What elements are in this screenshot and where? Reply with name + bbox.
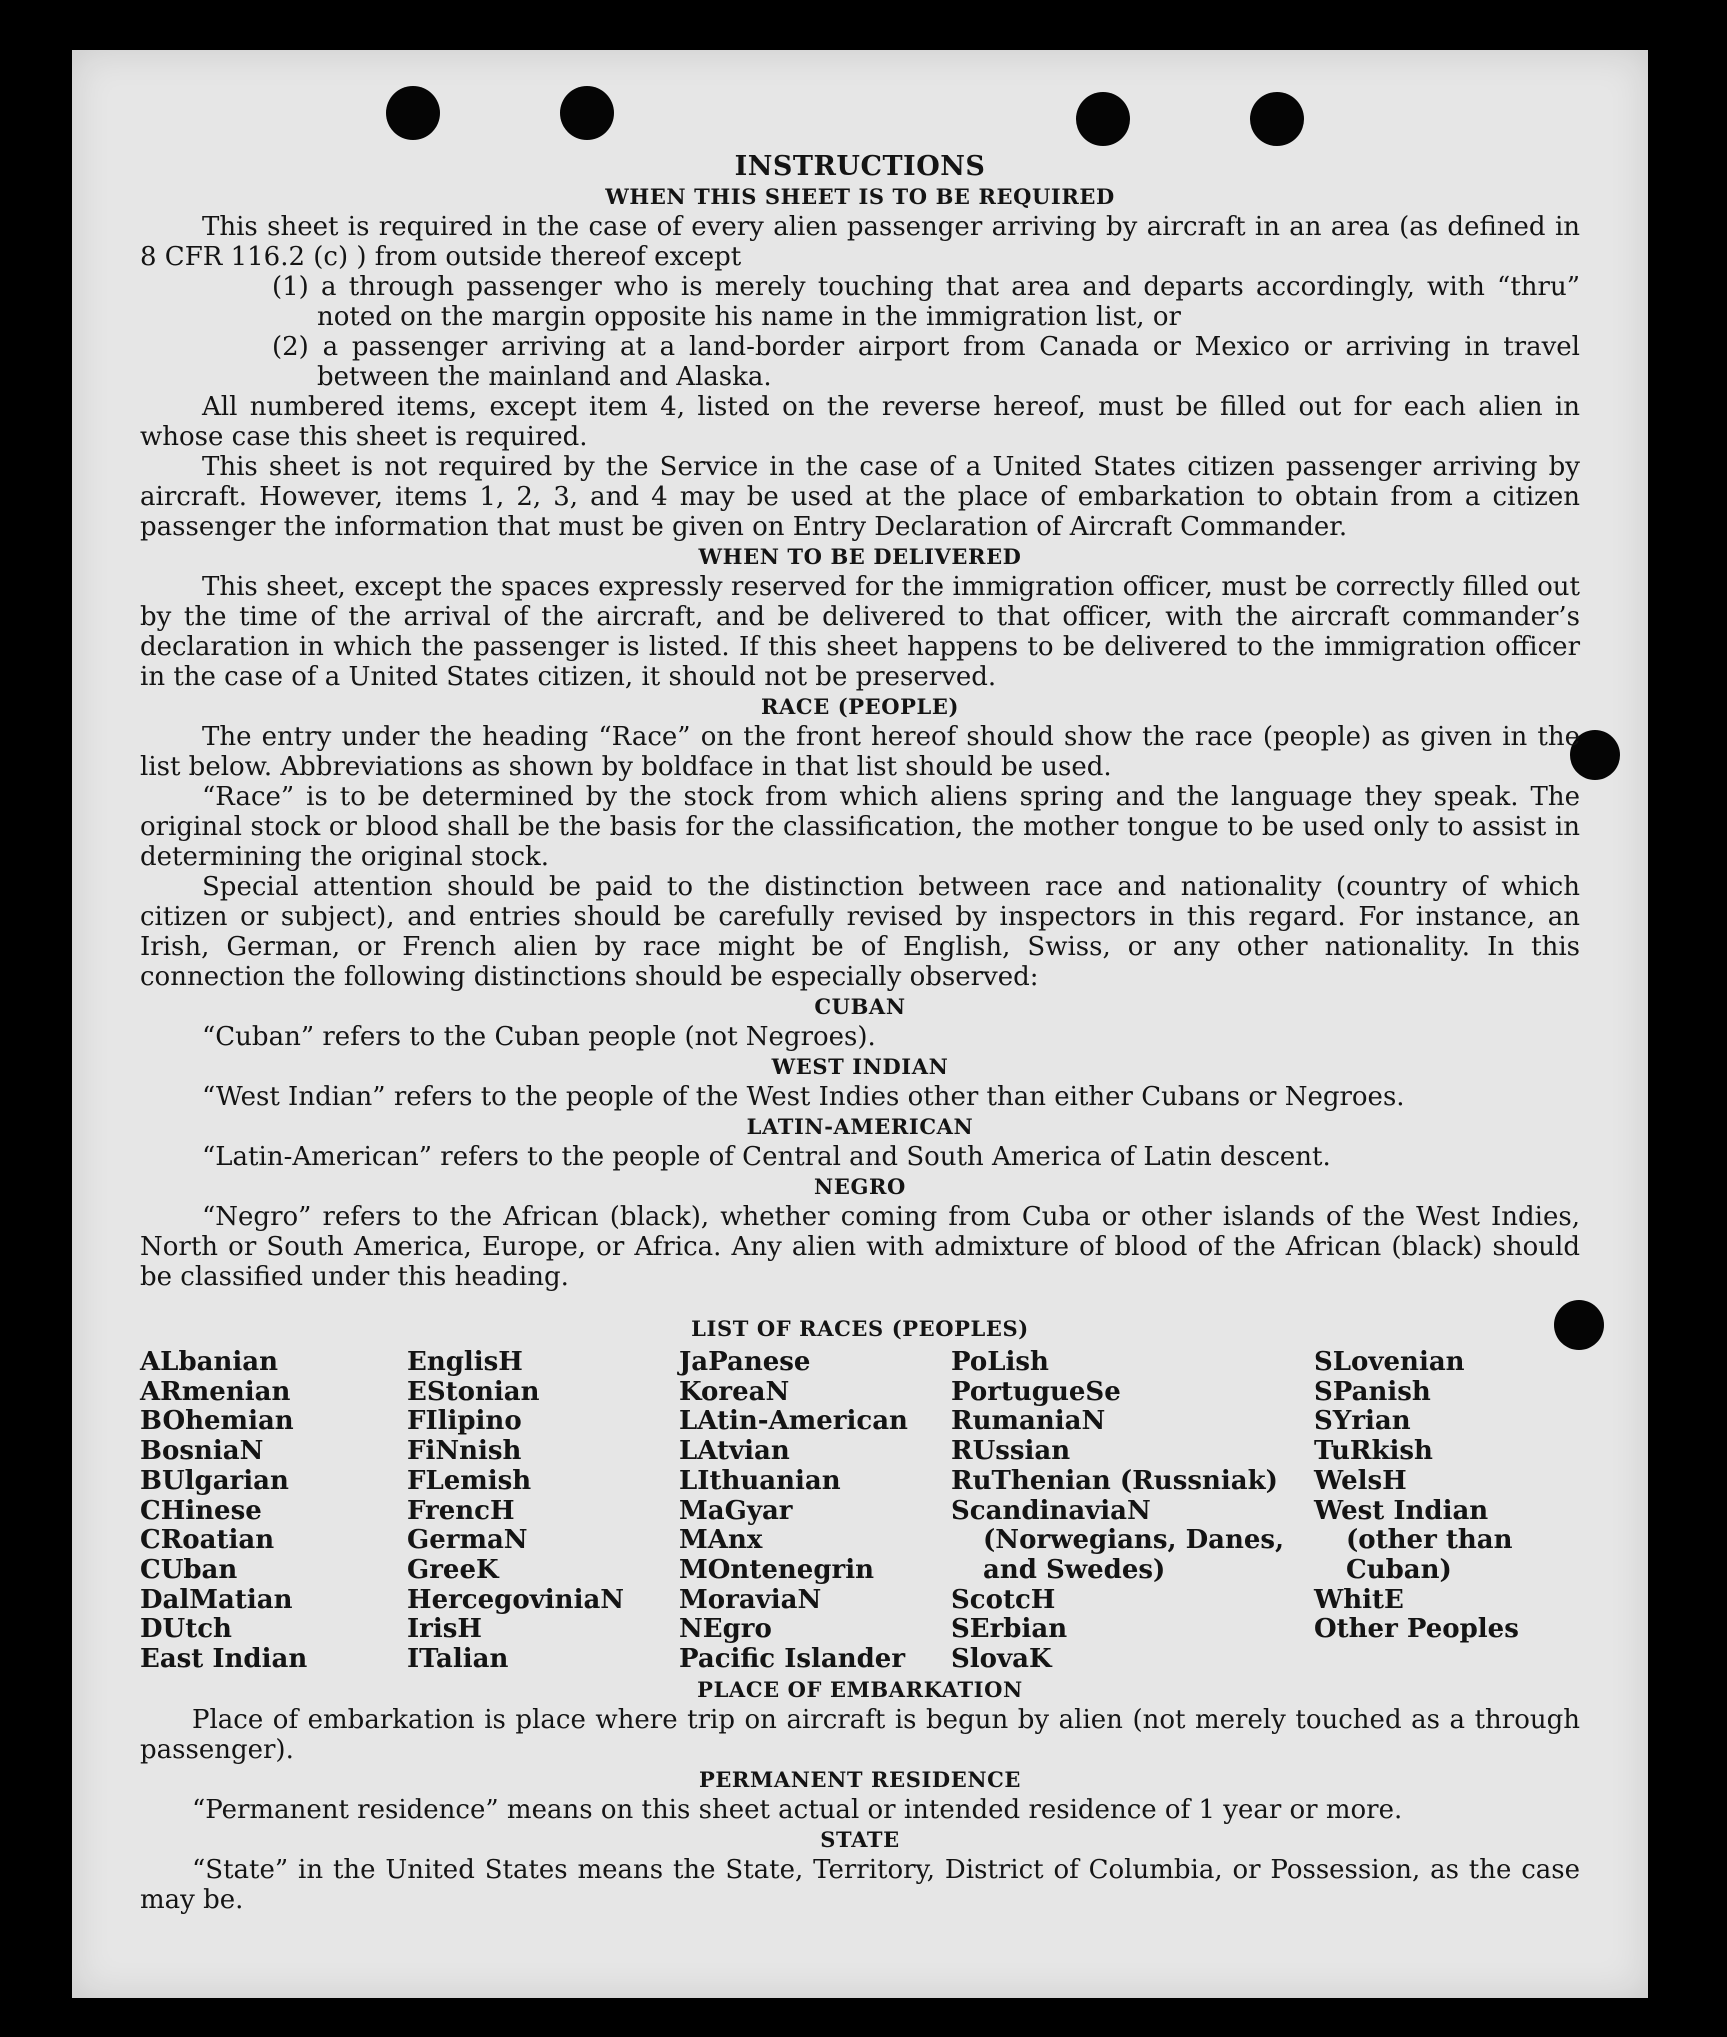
paragraph: This sheet, except the spaces expressly reserved for the immigration officer, must be correctly filled out by the time of the arrival of the aircraft, and be delivered to that officer, with the aircraft commander’s declaration in which the passenger is listed. If this sheet happens to be delivered to the immigration officer in the case of a United States citizen, it should not be preserved. — [140, 572, 1580, 692]
race-entry: CUban — [140, 1554, 238, 1585]
document-sheet — [72, 50, 1648, 1998]
race-entry: SLovenian — [1314, 1347, 1465, 1377]
definition-heading: WEST INDIAN — [771, 1054, 949, 1079]
race-entry: WelsH — [1314, 1465, 1407, 1496]
race-entry: PoLish — [951, 1347, 1049, 1377]
paragraph: “Permanent residence” means on this sheet actual or intended residence of 1 year or more. — [192, 1794, 1403, 1825]
race-entry: SPanish — [1314, 1376, 1431, 1407]
race-entry: MOntenegrin — [679, 1554, 874, 1585]
race-entry: HercegoviniaN — [407, 1584, 625, 1615]
race-entry: PortugueSe — [951, 1376, 1121, 1407]
race-entry: TuRkish — [1314, 1436, 1433, 1467]
race-entry: RumaniaN — [951, 1406, 1106, 1437]
race-entry: MAnx — [679, 1525, 763, 1556]
race-entry: FiNnish — [407, 1436, 522, 1467]
race-entry: FrencH — [407, 1495, 515, 1526]
section-heading-residence: PERMANENT RESIDENCE — [698, 1766, 1022, 1792]
race-entry: KoreaN — [679, 1376, 790, 1407]
race-entry: CRoatian — [140, 1525, 275, 1556]
definition-heading: CUBAN — [814, 994, 906, 1019]
race-entry: SlovaK — [951, 1644, 1052, 1675]
definition-text: “Cuban” refers to the Cuban people (not Negroes). — [202, 1022, 876, 1052]
paragraph: All numbered items, except item 4, listed on the reverse hereof, must be filled out for each alien in whose case this sheet is required. — [140, 392, 1580, 452]
paragraph: Place of embarkation is place where trip on aircraft is begun by alien (not merely touched as a through passenger). — [140, 1704, 1580, 1765]
race-entry: SYrian — [1314, 1406, 1411, 1437]
race-entry: NEgro — [679, 1614, 772, 1645]
race-entry: ScotcH — [951, 1584, 1056, 1615]
race-entry: Other Peoples — [1314, 1614, 1519, 1645]
races-column — [951, 1348, 1314, 1675]
section-heading-race: RACE (PEOPLE) — [760, 694, 960, 719]
races-list — [140, 1348, 1580, 1675]
race-entry: GreeK — [407, 1554, 499, 1585]
race-entry: MoraviaN — [679, 1584, 822, 1615]
race-entry: DalMatian — [140, 1584, 293, 1615]
race-entry: BosniaN — [140, 1436, 264, 1467]
section-heading-required: WHEN THIS SHEET IS TO BE REQUIRED — [605, 184, 1115, 209]
races-column — [679, 1348, 951, 1675]
definition-heading: LATIN-AMERICAN — [746, 1114, 974, 1139]
race-entry: BOhemian — [140, 1406, 294, 1437]
race-entry: RUssian — [951, 1436, 1071, 1467]
race-entry: RuThenian (Russniak) — [951, 1465, 1278, 1496]
list-item: (2) a passenger arriving at a land-border airport from Canada or Mexico or arriving in travel between the mainland and Alaska. — [272, 332, 1580, 392]
race-entry: JaPanese — [679, 1347, 811, 1377]
paragraph: The entry under the heading “Race” on the front hereof should show the race (people) as given in the list below. Abbreviations as shown by boldface in that list should be used. — [140, 722, 1580, 782]
race-entry: MaGyar — [679, 1495, 793, 1526]
race-entry: LAtin-American — [679, 1406, 908, 1437]
race-entry: LIthuanian — [679, 1465, 841, 1496]
race-entry: BUlgarian — [140, 1465, 289, 1496]
race-entry: ITalian — [407, 1644, 509, 1675]
race-entry: ALbanian — [140, 1347, 279, 1377]
paragraph: “Race” is to be determined by the stock from which aliens spring and the language they speak. The original stock or blood shall be the basis for the classification, the mother tongue to be used only to assist in determining the original stock. — [140, 782, 1580, 872]
race-entry: EnglisH — [407, 1347, 523, 1377]
race-entry: ScandinaviaN (Norwegians, Danes, and Swedes) — [951, 1495, 1285, 1585]
page-title: INSTRUCTIONS — [734, 151, 986, 182]
paragraph: This sheet is not required by the Service in the case of a United States citizen passenger arriving by aircraft. However, items 1, 2, 3, and 4 may be used at the place of embarkation to obtain from a citizen passenger the information that must be given on Entry Declaration of Aircraft Commander. — [140, 452, 1580, 542]
definition-text: “Negro” refers to the African (black), whether coming from Cuba or other islands of the West Indies, North or South America, Europe, or Africa. Any alien with admixture of blood of the African (black) should be classified under this heading. — [140, 1202, 1580, 1292]
races-column — [140, 1348, 407, 1675]
races-column — [1314, 1348, 1580, 1675]
race-entry: GermaN — [407, 1525, 528, 1556]
race-entry: FIlipino — [407, 1406, 522, 1437]
definition-text: “West Indian” refers to the people of the West Indies other than either Cubans or Negroes. — [202, 1082, 1405, 1112]
instructions-content — [140, 102, 1580, 1915]
section-heading-state: STATE — [820, 1826, 900, 1852]
race-entry: East Indian — [140, 1644, 308, 1675]
paragraph: Special attention should be paid to the distinction between race and nationality (country of which citizen or subject), and entries should be carefully revised by inspectors in this regard. For instance, an Irish, German, or French alien by race might be of English, Swiss, or any other nationality. In this connection the following distinctions should be especially observed: — [140, 872, 1580, 992]
list-item: (1) a through passenger who is merely touching that area and departs accordingly, with “thru” noted on the margin opposite his name in the immigration list, or — [272, 272, 1580, 332]
race-entry: West Indian (other than Cuban) — [1314, 1495, 1513, 1585]
definition-heading: NEGRO — [814, 1174, 906, 1199]
race-entry: LAtvian — [679, 1436, 790, 1467]
definition-text: “Latin-American” refers to the people of Central and South America of Latin descent. — [202, 1142, 1331, 1172]
paragraph: “State” in the United States means the State, Territory, District of Columbia, or Possession, as the case may be. — [140, 1854, 1580, 1915]
races-column — [407, 1348, 679, 1675]
race-entry: DUtch — [140, 1614, 232, 1645]
race-entry: CHinese — [140, 1495, 262, 1526]
paragraph: This sheet is required in the case of every alien passenger arriving by aircraft in an area (as defined in 8 CFR 116.2 (c) ) from outside thereof except — [140, 212, 1580, 272]
section-heading-delivered: WHEN TO BE DELIVERED — [698, 544, 1022, 569]
races-list-heading: LIST OF RACES (PEOPLES) — [691, 1316, 1029, 1341]
race-entry: SErbian — [951, 1614, 1068, 1645]
section-heading-embarkation: PLACE OF EMBARKATION — [697, 1676, 1023, 1702]
race-entry: IrisH — [407, 1614, 482, 1645]
race-entry: ARmenian — [140, 1376, 291, 1407]
race-entry: WhitE — [1314, 1584, 1404, 1615]
race-entry: FLemish — [407, 1465, 532, 1496]
race-entry: Pacific Islander — [679, 1644, 906, 1675]
race-entry: EStonian — [407, 1376, 540, 1407]
